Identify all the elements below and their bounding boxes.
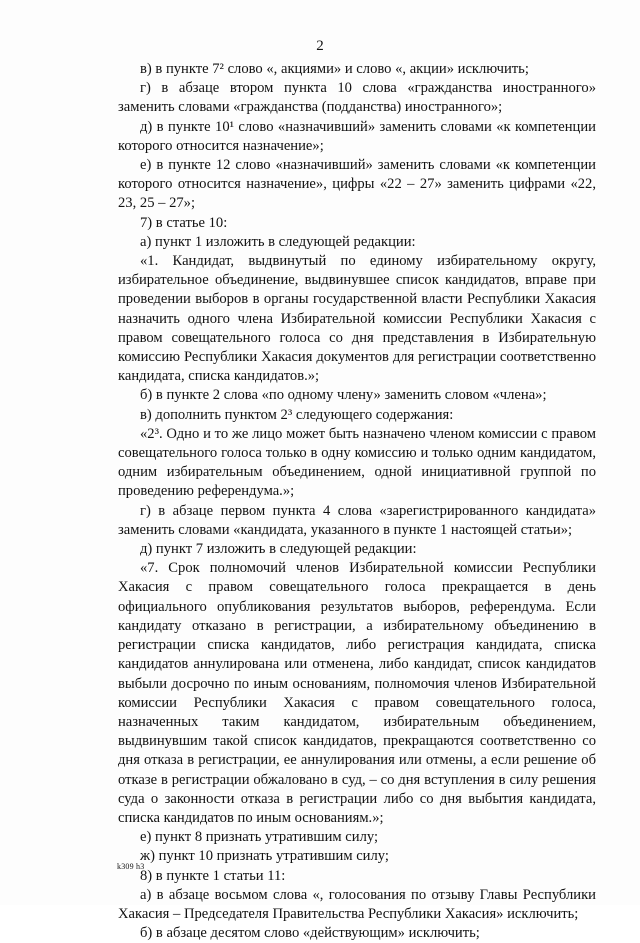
paragraph-item-d-10-1: д) в пункте 10¹ слово «назначивший» заменить словами «к компетенции которого относится назначение»; [118, 118, 596, 154]
paragraph-item-g-10: г) в абзаце втором пункта 10 слова «гражданства иностранного» заменить словами «гражданства (подданства) иностранного»; [118, 80, 596, 116]
paragraph-item-v-2-3: в) дополнить пунктом 2³ следующего содержания: [140, 406, 454, 423]
footer-code: k309 h3 [117, 862, 145, 871]
page-number: 2 [316, 38, 324, 54]
paragraph-item-b-2: б) в пункте 2 слова «по одному члену» заменить словом «члена»; [140, 387, 547, 404]
paragraph-item-v-7-2: в) в пункте 7² слово «, акциями» и слово «, акции» исключить; [140, 61, 529, 77]
document-body [118, 60, 596, 943]
paragraph-article-10-header: 7) в статье 10: [140, 214, 228, 231]
paragraph-item-a-1: а) пункт 1 изложить в следующей редакции: [140, 233, 416, 250]
paragraph-quote-point-2-3: «2³. Одно и то же лицо может быть назначено членом комиссии с правом совещательного голоса только в одну комиссию и только одним кандидатом, одним избирательным объединением, одной инициативной группой по проведению референдума.»; [118, 425, 596, 500]
paragraph-quote-point-1: «1. Кандидат, выдвинутый по единому избирательному округу, избирательное объединение, выдвинувшее список кандидатов, вправе при проведении выборов в органы государственной власти Республики Хакасия назначить одного члена Избирательной комиссии Республики Хакасия с правом совещательного голоса со дня представления в Избирательную комиссию Республики Хакасия документов для регистрации соответственно кандидата, списка кандидатов.»; [118, 253, 596, 385]
paragraph-item-a-8: а) в абзаце восьмом слова «, голосования по отзыву Главы Республики Хакасия – Председателя Правительства Республики Хакасия» исключить; [118, 886, 596, 922]
paragraph-item-d-7: д) пункт 7 изложить в следующей редакции: [140, 541, 417, 558]
paragraph-quote-point-7: «7. Срок полномочий членов Избирательной комиссии Республики Хакасия с правом совещательного голоса прекращается в день официального опубликования результатов выборов, референдума. Если кандидату отказано в регистрации, а избирательному объединению в регистрации списка кандидатов, либо регистрация кандидата, списка кандидатов аннулирована или отменена, либо кандидат, список кандидатов выбыли досрочно по иным основаниям, полномочия членов Избирательной комиссии Республики Хакасия с правом совещательного голоса, назначенных таким кандидатом, избирательным объединением, выдвинувшим такой список кандидатов, прекращаются соответственно со дня отказа в регистрации, ее аннулирования или отмены, а если решение об отказе в регистрации обжаловано в суд, – со дня вступления в силу решения суда о законности отказа в регистрации либо со дня выбытия кандидата, списка кандидатов по иным основаниям.»; [118, 560, 596, 826]
paragraph-item-e-12: е) в пункте 12 слово «назначивший» заменить словами «к компетенции которого относится назначение», цифры «22 – 27» заменить цифрами «22, 23, 25 – 27»; [118, 157, 596, 212]
paragraph-item-g-4: г) в абзаце первом пункта 4 слова «зарегистрированного кандидата» заменить словами «кандидата, указанного в пункте 1 настоящей статьи»; [118, 502, 596, 538]
paragraph-article-11-header: 8) в пункте 1 статьи 11: [140, 867, 286, 884]
paragraph-item-b-10: б) в абзаце десятом слово «действующим» исключить; [140, 925, 480, 942]
paragraph-item-e-8: е) пункт 8 признать утратившим силу; [140, 829, 379, 846]
paragraph-item-zh-10: ж) пункт 10 признать утратившим силу; [140, 848, 389, 865]
